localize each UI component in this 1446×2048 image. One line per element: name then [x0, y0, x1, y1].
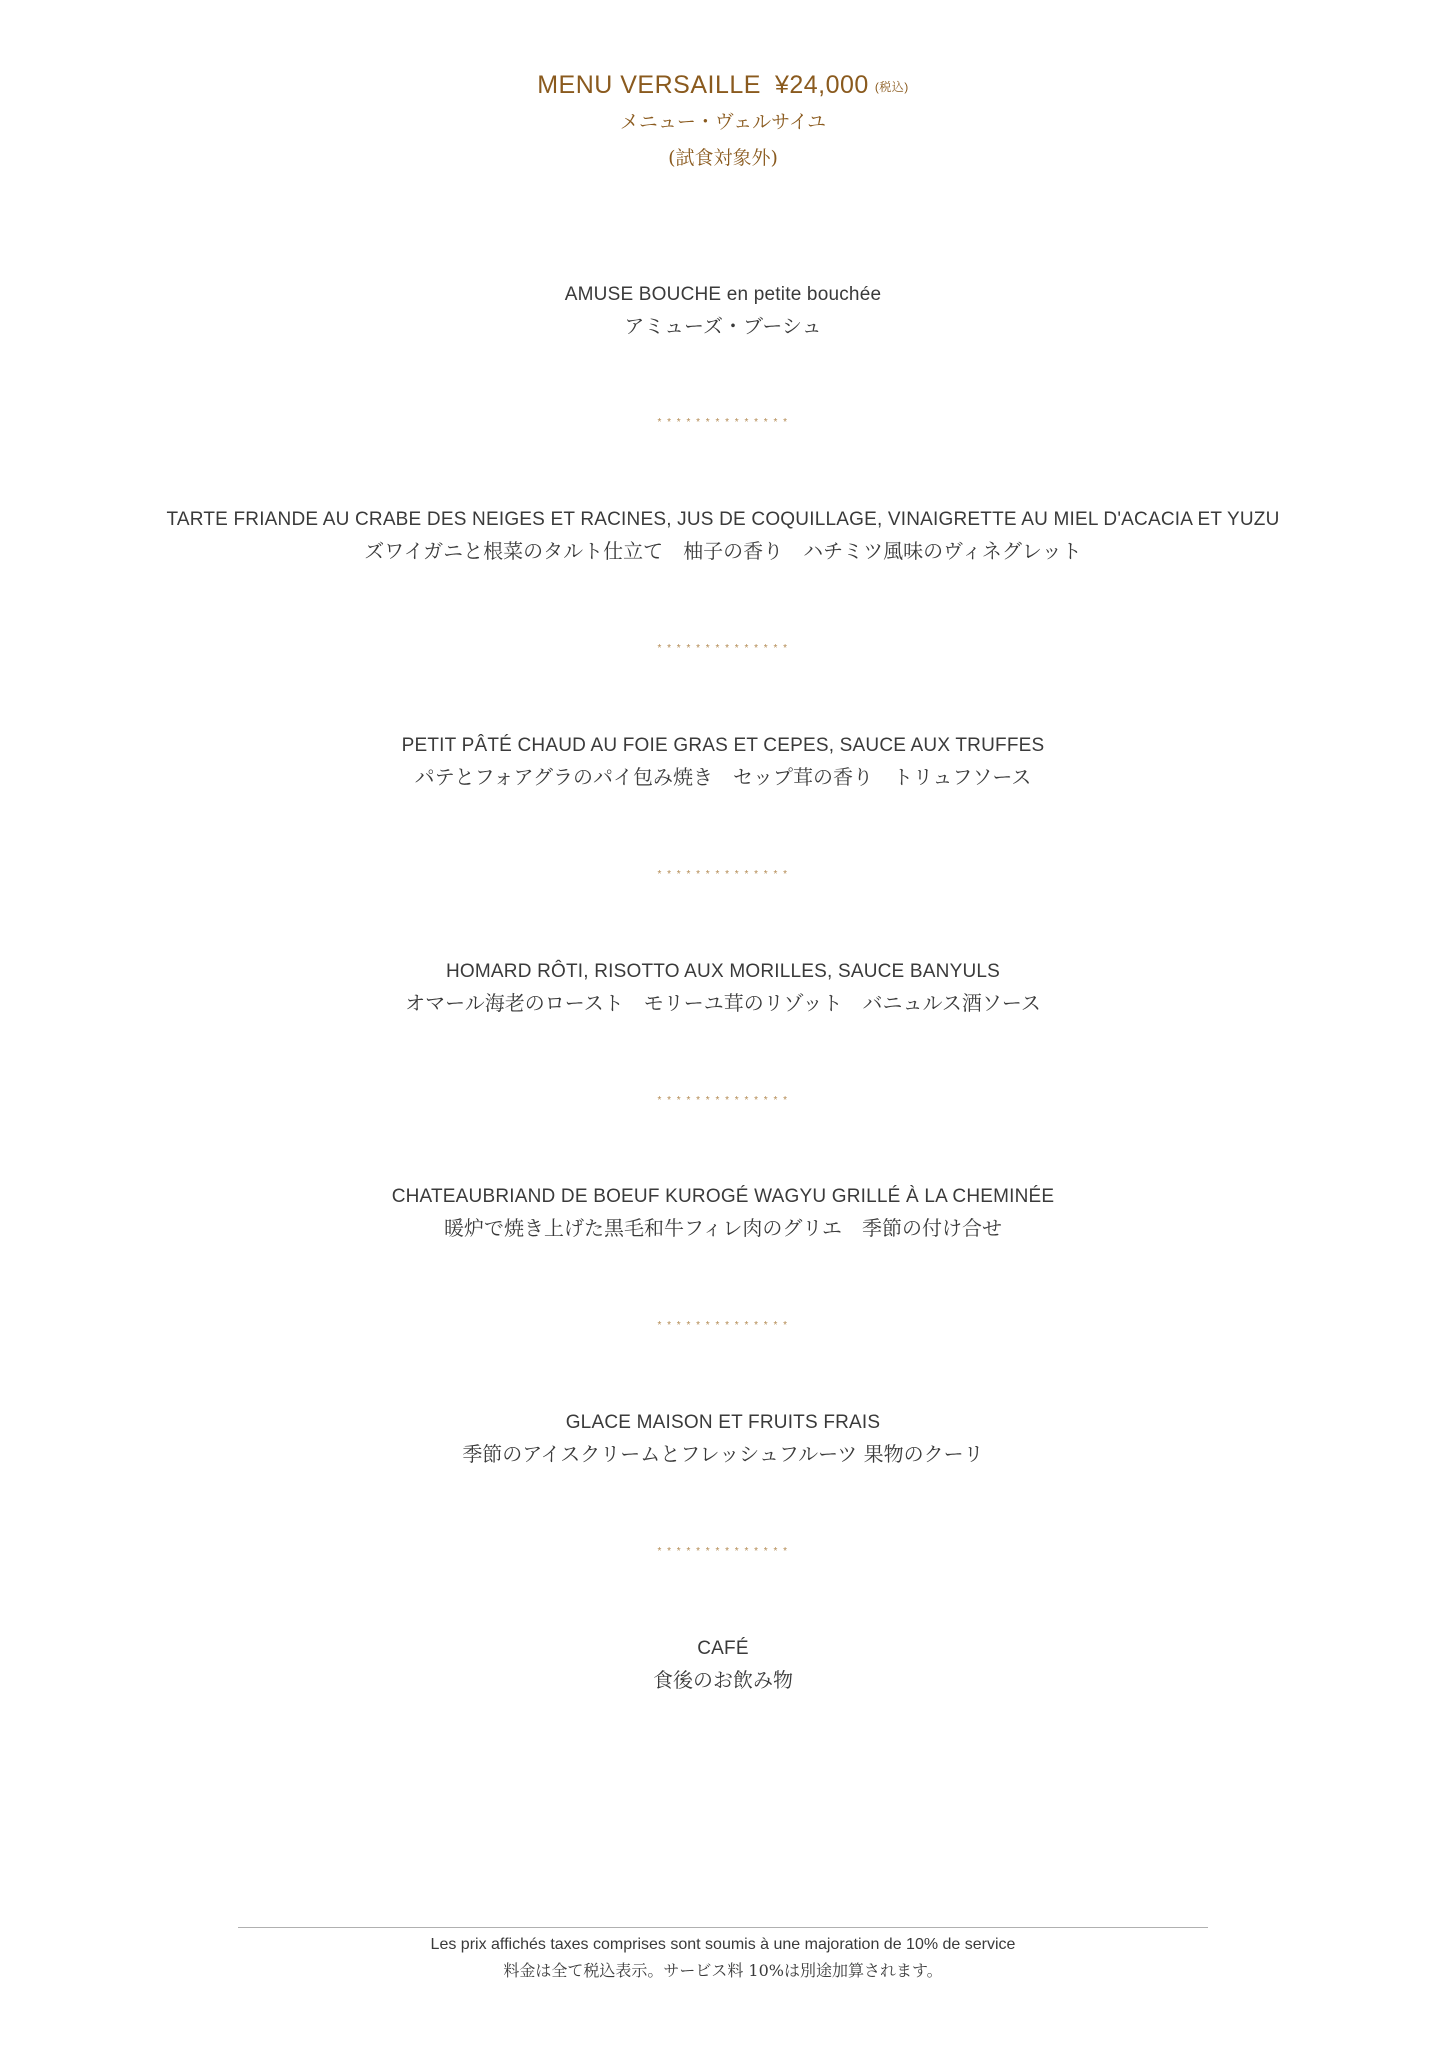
course-jp: 食後のお飲み物: [653, 1668, 793, 1692]
course-fr: GLACE MAISON ET FRUITS FRAIS: [565, 1412, 881, 1433]
course-fr: AMUSE BOUCHE en petite bouchée: [564, 284, 882, 305]
course-jp: 暖炉で焼き上げた黒毛和牛フィレ肉のグリエ 季節の付け合せ: [444, 1216, 1002, 1240]
course-tarte: [0, 505, 1446, 567]
separator: * * * * * * * * * * * * * *: [657, 1546, 789, 1557]
course-jp: 季節のアイスクリームとフレッシュフルーツ 果物のクーリ: [462, 1442, 984, 1466]
course-jp: パテとフォアグラのパイ包み焼き セップ茸の香り トリュフソース: [414, 765, 1032, 789]
course-amuse: [0, 280, 1446, 342]
course-fr: CAFÉ: [697, 1638, 749, 1659]
course-cafe: [0, 1634, 1446, 1696]
separator: * * * * * * * * * * * * * *: [657, 643, 789, 654]
menu-header: [0, 68, 1446, 176]
course-fr: HOMARD RÔTI, RISOTTO AUX MORILLES, SAUCE BANYULS: [445, 961, 1001, 982]
title-line: [0, 68, 1446, 104]
course-pate: [0, 731, 1446, 793]
course-fr: CHATEAUBRIAND DE BOEUF KUROGÉ WAGYU GRILLÉ À LA CHEMINÉE: [391, 1186, 1055, 1207]
course-jp: ズワイガニと根菜のタルト仕立て 柚子の香り ハチミツ風味のヴィネグレット: [364, 539, 1082, 563]
course-fr: TARTE FRIANDE AU CRABE DES NEIGES ET RACINES, JUS DE COQUILLAGE, VINAIGRETTE AU MIEL D'ACACIA ET YUZU: [166, 509, 1280, 530]
course-jp: オマール海老のロースト モリーユ茸のリゾット バニュルス酒ソース: [405, 991, 1041, 1015]
course-fr: PETIT PÂTÉ CHAUD AU FOIE GRAS ET CEPES, SAUCE AUX TRUFFES: [401, 735, 1045, 756]
menu-title: MENU VERSAILLE: [537, 71, 761, 99]
footer: [0, 1932, 1446, 1984]
menu-price: ¥24,000: [774, 71, 869, 99]
separator: * * * * * * * * * * * * * *: [657, 1320, 789, 1331]
course-chateaubriand: [0, 1182, 1446, 1244]
menu-note: (試食対象外): [668, 147, 778, 169]
menu-subtitle-jp: メニュー・ヴェルサイユ: [619, 111, 827, 133]
footer-note-jp: 料金は全て税込表示。サービス料 10%は別途加算されます。: [503, 1961, 943, 1980]
separator: * * * * * * * * * * * * * *: [657, 417, 789, 428]
course-homard: [0, 957, 1446, 1019]
tax-note: (税込): [874, 80, 909, 94]
course-glace: [0, 1408, 1446, 1470]
course-jp: アミューズ・ブーシュ: [624, 314, 822, 338]
footer-divider: [238, 1927, 1208, 1928]
separator: * * * * * * * * * * * * * *: [657, 869, 789, 880]
separator: * * * * * * * * * * * * * *: [657, 1095, 789, 1106]
footer-note-fr: Les prix affichés taxes comprises sont soumis à une majoration de 10% de service: [430, 1936, 1016, 1953]
